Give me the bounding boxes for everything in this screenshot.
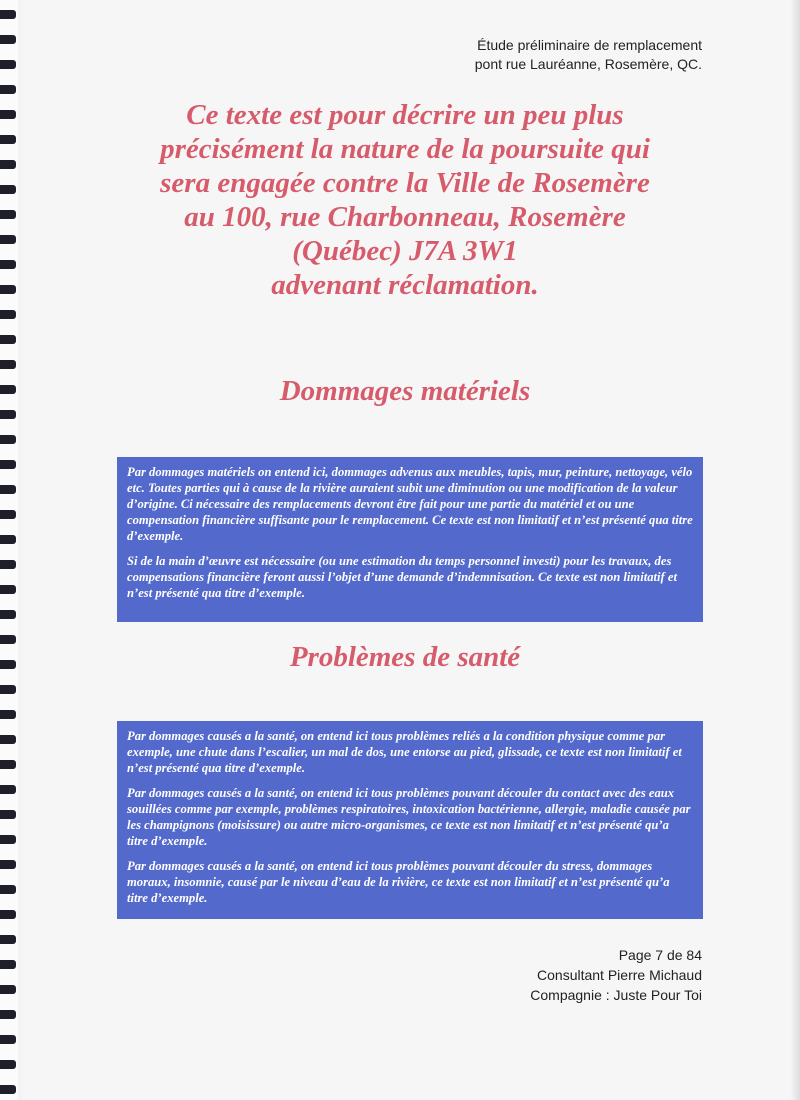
document-header [475,36,702,74]
title-line: Ce texte est pour décrire un peu plus [186,99,624,131]
binding-ring [0,1035,16,1044]
binding-ring [0,60,16,69]
paragraph: Par dommages matériels on entend ici, dommages advenus aux meubles, tapis, mur, peinture, nettoyage, vélo etc. Toutes parties qui à cause de la rivière auraient subit une diminution ou une modification de la valeur d’origine. Ci nécessaire des remplacements devront être fait pour une partie du matériel et ou une compensation financière suffisante pour le remplacement. Ce texte est non limitatif et n’est présenté qua titre d’exemple. [127,465,693,543]
binding-ring [0,510,16,519]
binding-ring [0,485,16,494]
binding-ring [0,10,16,19]
binding-ring [0,585,16,594]
title-line: précisément la nature de la poursuite qui [160,133,650,165]
binding-ring [0,785,16,794]
binding-ring [0,1060,16,1069]
binding-ring [0,160,16,169]
binding-ring [0,560,16,569]
main-title [100,98,710,302]
binding-ring [0,210,16,219]
binding-ring [0,35,16,44]
binding-ring [0,335,16,344]
binding-ring [0,260,16,269]
binding-ring [0,960,16,969]
binding-ring [0,235,16,244]
binding-ring [0,860,16,869]
binding-ring [0,660,16,669]
binding-ring [0,735,16,744]
binding-ring [0,110,16,119]
binding-ring [0,535,16,544]
binding-ring [0,385,16,394]
binding-ring [0,760,16,769]
binding-ring [0,1010,16,1019]
title-line: sera engagée contre la Ville de Rosemère [160,167,650,199]
binding-ring [0,435,16,444]
binding-ring [0,1085,16,1094]
binding-ring [0,135,16,144]
binding-ring [0,460,16,469]
spiral-binding [0,0,18,1100]
binding-ring [0,885,16,894]
title-line: au 100, rue Charbonneau, Rosemère [184,201,626,233]
binding-ring [0,310,16,319]
binding-ring [0,285,16,294]
binding-ring [0,185,16,194]
paragraph: Par dommages causés a la santé, on entend ici tous problèmes pouvant découler du stress, dommages moraux, insomnie, causé par le niveau d’eau de la rivière, ce texte est non limitatif et n’est présenté qu’a titre d’exemple. [127,859,670,905]
binding-ring [0,710,16,719]
header-line-1: Étude préliminaire de remplacement [477,37,702,53]
document-footer [530,945,702,1005]
title-line: advenant réclamation. [271,269,539,301]
binding-ring [0,810,16,819]
binding-ring [0,685,16,694]
title-line: (Québec) J7A 3W1 [292,235,518,267]
page-number: Page 7 de 84 [618,947,702,963]
binding-ring [0,910,16,919]
header-line-2: pont rue Lauréanne, Rosemère, QC. [474,56,702,72]
paragraph: Par dommages causés a la santé, on entend ici tous problèmes reliés a la condition physique comme par exemple, une chute dans l’escalier, un mal de dos, une entorse au pied, glissade, ce texte est non limitatif et n’est présenté qua titre d’exemple. [127,729,682,775]
binding-ring [0,835,16,844]
section-heading-problemes-de-sante: Problèmes de santé [289,641,521,673]
paragraph: Si de la main d’œuvre est nécessaire (ou une estimation du temps personnel investi) pour les travaux, des compensations financière feront aussi l’objet d’une demande d’indemnisation. Ce texte est non limitatif et n’est présenté qua titre d’exemple. [127,554,677,600]
binding-ring [0,610,16,619]
binding-ring [0,85,16,94]
dommages-materiels-box [117,457,703,622]
binding-ring [0,935,16,944]
company-name: Compagnie : Juste Pour Toi [530,987,702,1003]
binding-ring [0,985,16,994]
paragraph: Par dommages causés a la santé, on entend ici tous problèmes pouvant découler du contact avec des eaux souillées comme par exemple, problèmes respiratoires, intoxication bactérienne, allergie, maladie causée par les champignons (moisissure) ou autre micro-organismes, ce texte est non limitatif et n’est présenté qu’a titre d’exemple. [127,786,691,848]
binding-ring [0,360,16,369]
section-heading-dommages-materiels: Dommages matériels [279,375,531,407]
consultant-name: Consultant Pierre Michaud [537,967,702,983]
binding-ring [0,410,16,419]
binding-ring [0,635,16,644]
page-edge-shadow [790,0,800,1100]
problemes-de-sante-box [117,721,703,919]
